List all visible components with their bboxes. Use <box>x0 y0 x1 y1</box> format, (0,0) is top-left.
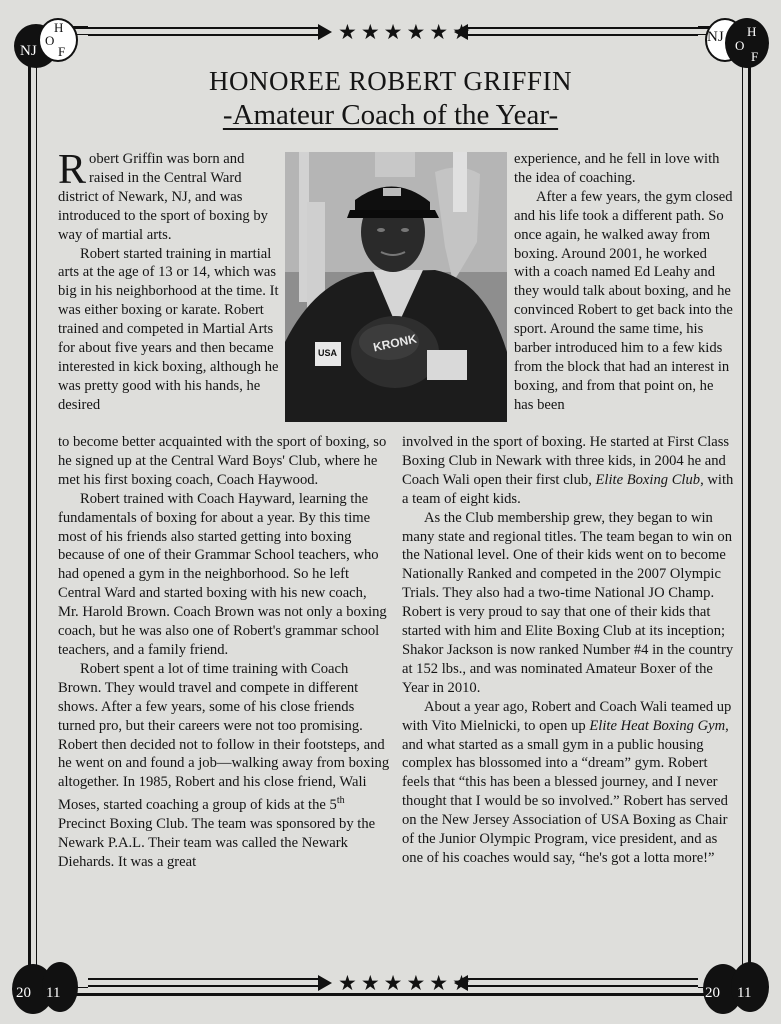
paragraph: experience, and he fell in love with the idea of coaching. <box>514 151 720 186</box>
subtitle-text: -Amateur Coach of the Year- <box>222 99 559 131</box>
bottom-arrow-left <box>318 975 332 991</box>
portrait-illustration <box>285 152 507 422</box>
paragraph: As the Club membership grew, they began to win many state and regional titles. The team began to win on the National level. One of their kids went on to become Nationally Ranked and competed in the 2007 Olympic Trials. They also had a two-time National JO Champ. Robert is very proud to say that one of their kids that started with him and Elite Boxing Club at its inception; Shakor Jackson is now ranked Number #4 in the country at 152 lbs., and was nominated Amateur Boxer of the Year in 2010. <box>402 509 734 696</box>
year-left-text: 20 <box>16 985 31 1001</box>
year-right-text: 11 <box>737 985 752 1001</box>
logo-h-text: H <box>747 24 757 39</box>
top-rule-left <box>88 27 320 36</box>
bottom-rule-left <box>88 978 320 987</box>
top-stars: ★★★★★★ <box>338 20 475 44</box>
logo-glove-top-right <box>705 12 765 70</box>
article-col1-wrap <box>58 147 280 415</box>
paragraph-intro: Robert Griffin was born and raised in the Central Ward district of Newark, NJ, and was introduced to the sport of boxing by way of martial arts. <box>58 147 268 243</box>
page-subtitle <box>0 99 781 132</box>
logo-f-text: F <box>58 44 66 59</box>
portrait-photo <box>285 152 507 422</box>
logo-glove-bottom-left <box>12 956 72 1014</box>
bottom-ornament <box>88 971 698 995</box>
glove-brand-label: KRONK <box>372 331 418 355</box>
paragraph: Robert trained with Coach Hayward, learning the fundamentals of boxing for about a year. By this time most of his friends also started getting into boxing because of one of their Grammar School teachers, who had opened a gym in the neighborhood. So he left Central Ward and started boxing with his new coach, Mr. Harold Brown. Coach Brown was not only a boxing coach, but he was also one of Robert's grammar school teachers, and a family friend. <box>58 490 387 658</box>
logo-glove-top-left <box>14 14 74 72</box>
paragraph: Robert started training in martial arts at the age of 13 or 14, which was big in his neighborhood at the time. It was either boxing or karate. Robert trained and competed in Martial Arts for about five years and then became interested in kick boxing, although he was pretty good with his hands, he desired <box>58 245 279 413</box>
paragraph: to become better acquainted with the sport of boxing, so he signed up at the Central Ward Boys' Club, where he met his first boxing coach, Coach Haywood. <box>58 434 387 488</box>
article-col1-full <box>58 433 390 872</box>
logo-f-text: F <box>751 49 759 64</box>
logo-glove-bottom-right <box>703 956 763 1014</box>
year-right-text: 11 <box>46 985 61 1001</box>
logo-o-text: O <box>45 33 55 48</box>
paragraph: After a few years, the gym closed and his life took a different path. So once again, he walked away from boxing. Around 2001, he worked with a coach named Ed Leahy and they would talk about boxing, and he convinced Robert to get back into the sport. Around the same time, his barber introduced him to a few kids from the block that had an interest in boxing, and from that point on, he has been <box>514 188 733 413</box>
logo-o-text: O <box>735 38 745 53</box>
paragraph: About a year ago, Robert and Coach Wali teamed up with Vito Mielnicki, to open up Elite Heat Boxing Gym, and what started as a small gym in a public housing complex has blossomed into a “dream” gym. Robert feels that “this has been a blessed journey, and I never thought that I would be so involved.” Robert has served on the New Jersey Association of USA Boxing as Chair of the Junior Olympic Program, vice president, and as one of his coaches would say, “he's got a lotta more!” <box>402 698 732 866</box>
top-ornament <box>88 20 698 44</box>
top-rule-right <box>466 27 698 36</box>
article-col2-full <box>402 433 736 868</box>
logo-nj-text: NJ <box>20 43 37 59</box>
bottom-rule-right <box>466 978 698 987</box>
paragraph: Robert spent a lot of time training with Coach Brown. They would travel and compete in different shows. After a few years, some of his close friends turned pro, but their careers were not too promising. Robert then decided not to follow in their footsteps, and he went on and found a job—walking away from boxing altogether. In 1985, Robert and his close friend, Wali Moses, started coaching a group of kids at the 5th Precinct Boxing Club. The team was sponsored by the Newark P.A.L. Their team was called the Newark Diehards. It was a great <box>58 660 390 870</box>
usa-patch-label: USA <box>318 348 338 358</box>
article-col2-wrap <box>514 150 736 415</box>
logo-nj-text: NJ <box>707 29 724 45</box>
page-title: HONOREE ROBERT GRIFFIN <box>209 66 572 96</box>
drop-cap: R <box>58 147 87 193</box>
logo-h-text: H <box>54 20 64 35</box>
bottom-stars: ★★★★★★ <box>338 971 475 995</box>
year-left-text: 20 <box>705 985 720 1001</box>
top-arrow-left <box>318 24 332 40</box>
paragraph: involved in the sport of boxing. He started at First Class Boxing Club in Newark with three kids, in 2004 he and Coach Wali open their first club, Elite Boxing Club, with a team of eight kids. <box>402 434 734 507</box>
